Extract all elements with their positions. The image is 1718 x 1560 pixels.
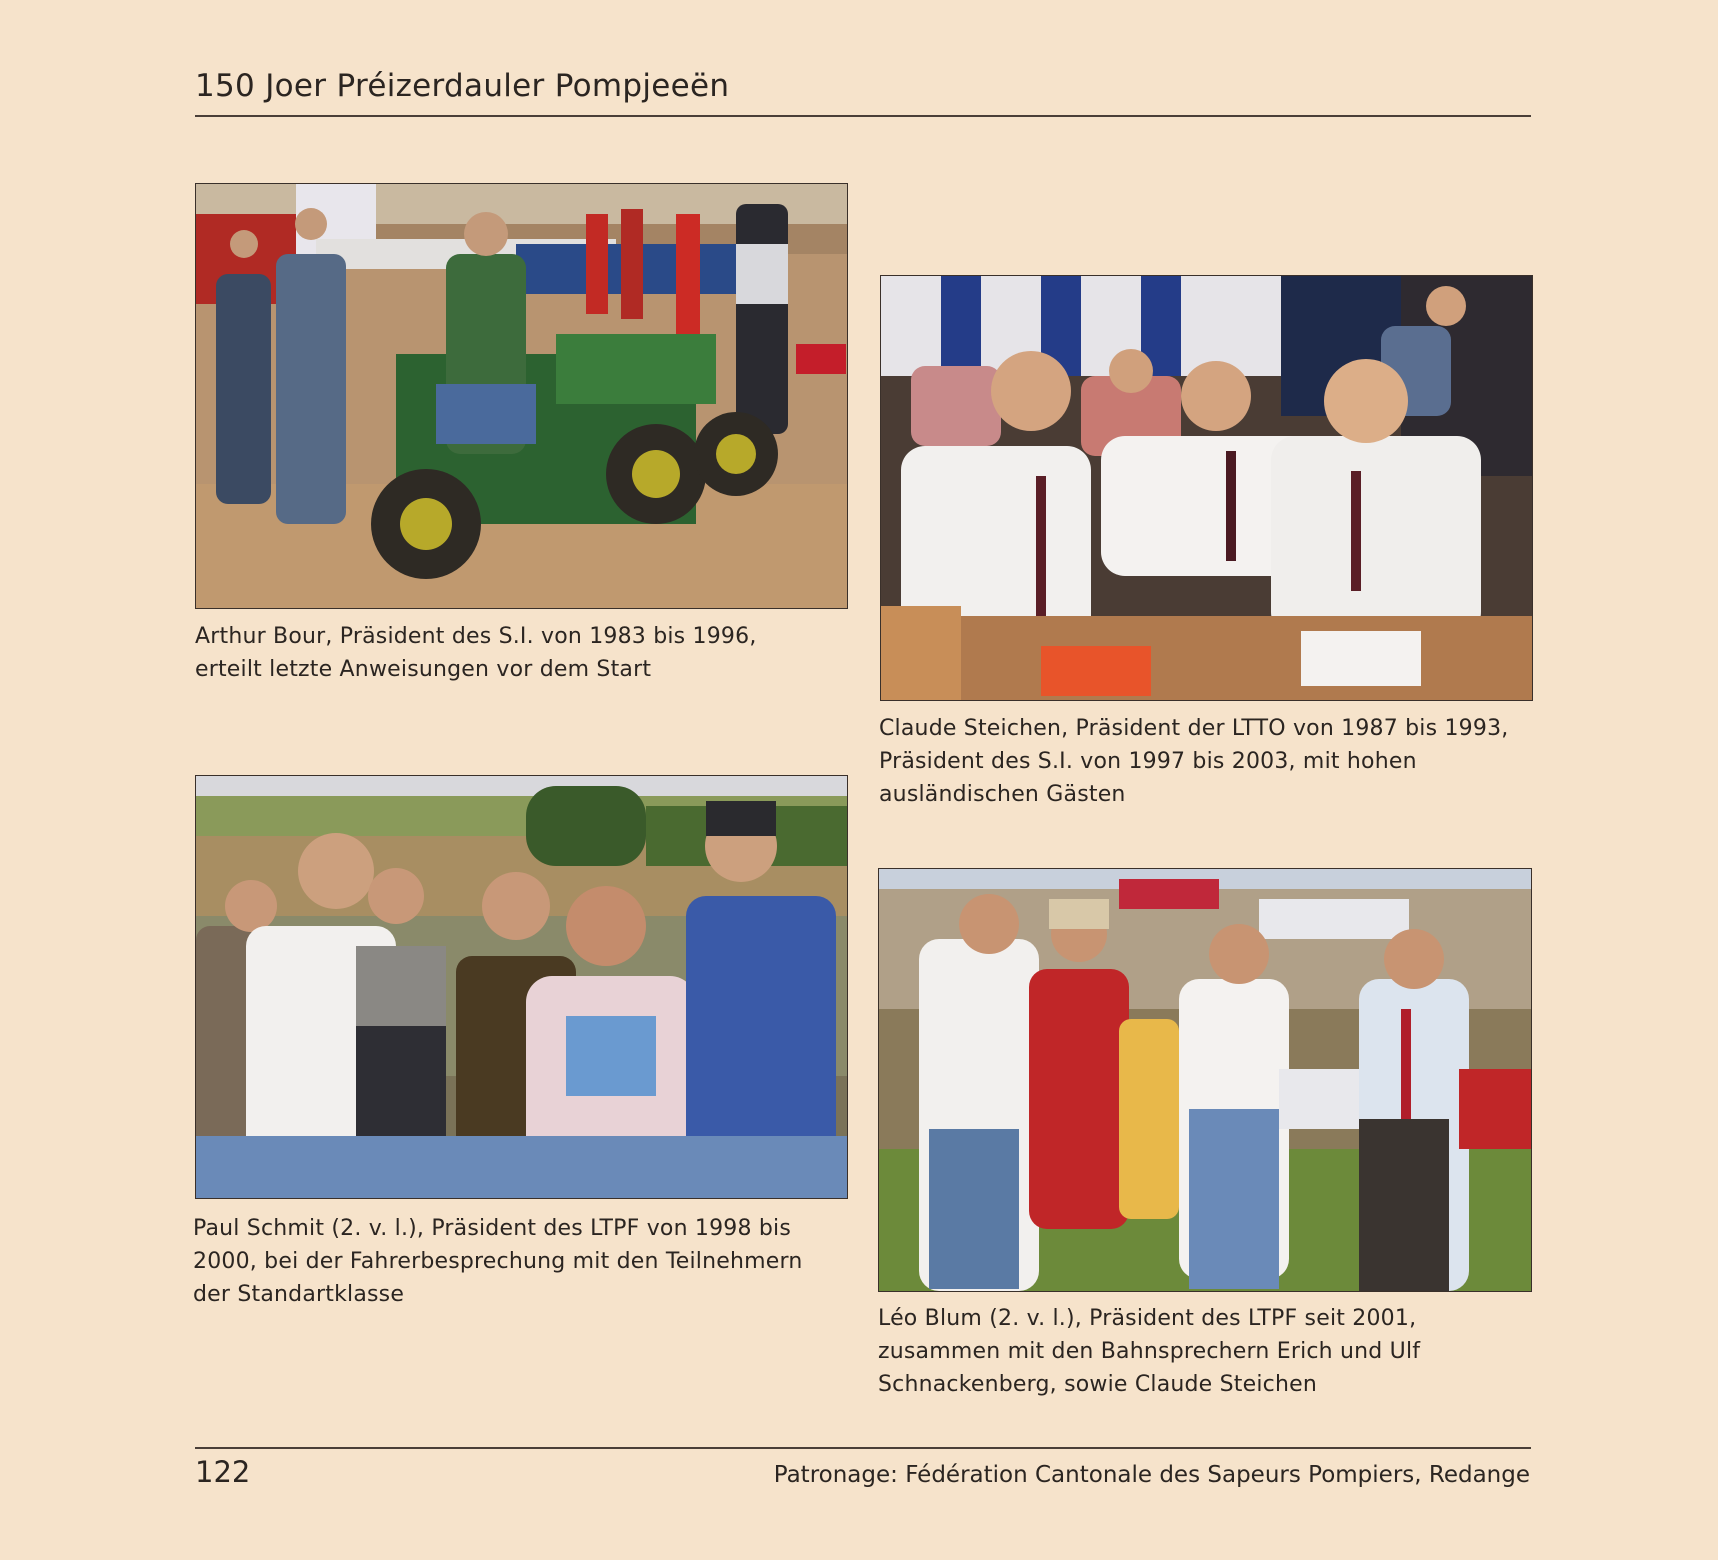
caption-line: Léo Blum (2. v. l.), Präsident des LTPF seit 2001,: [878, 1306, 1417, 1331]
caption-line: Claude Steichen, Präsident der LTTO von 1987 bis 1993,: [879, 716, 1509, 741]
caption-line: ausländischen Gästen: [879, 782, 1126, 807]
caption-photo-3: [193, 1212, 802, 1311]
caption-photo-4: [878, 1302, 1420, 1401]
photo-leo-blum-announcers: [878, 868, 1532, 1292]
photo-claude-steichen-tent: [880, 275, 1533, 701]
caption-line: Paul Schmit (2. v. l.), Präsident des LTPF von 1998 bis: [193, 1216, 792, 1241]
header-rule: [195, 115, 1531, 117]
caption-line: Arthur Bour, Präsident des S.I. von 1983 bis 1996,: [195, 624, 757, 649]
footer-rule: [195, 1447, 1531, 1449]
photo-paul-schmit-briefing: [195, 775, 848, 1199]
caption-line: Präsident des S.I. von 1997 bis 2003, mit hohen: [879, 749, 1417, 774]
photo-arthur-bour-tractor: [195, 183, 848, 609]
page-header-title: 150 Joer Préizerdauler Pompjeeën: [195, 68, 730, 104]
caption-line: 2000, bei der Fahrerbesprechung mit den Teilnehmern: [193, 1249, 803, 1274]
caption-line: der Standartklasse: [193, 1282, 405, 1307]
caption-photo-1: [195, 620, 757, 686]
caption-photo-2: [879, 712, 1508, 811]
caption-line: Schnackenberg, sowie Claude Steichen: [878, 1372, 1317, 1397]
page-number: 122: [195, 1455, 251, 1489]
footer-patronage: Patronage: Fédération Cantonale des Sapeurs Pompiers, Redange: [773, 1462, 1530, 1488]
caption-line: erteilt letzte Anweisungen vor dem Start: [195, 657, 652, 682]
caption-line: zusammen mit den Bahnsprechern Erich und Ulf: [878, 1339, 1421, 1364]
